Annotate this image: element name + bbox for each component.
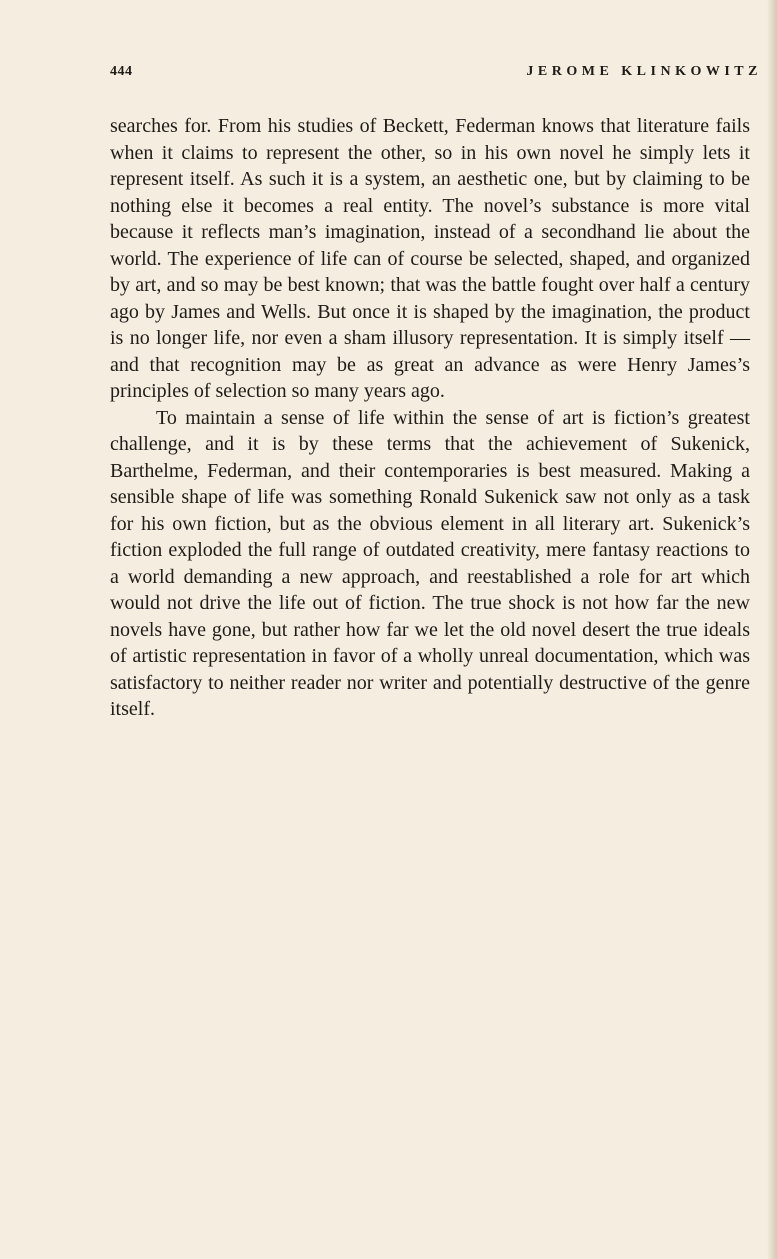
paragraph: To maintain a sense of life within the sense of art is fiction’s greatest challenge, and it is by these terms that the achievement of Sukenick, Barthelme, Federman, and their contemporaries is best measured. Making a sensible shape of life was something Ronald Sukenick saw not only as a task for his own fiction, but as the obvious element in all literary art. Sukenick’s fiction exploded the full range of outdated creativity, mere fantasy reactions to a world demanding a new approach, and reestablished a role for art which would not drive the life out of fiction. The true shock is not how far the new novels have gone, but rather how far we let the old novel desert the true ideals of artistic representation in favor of a wholly unreal documentation, which was satisfactory to neither reader nor writer and potentially destructive of the genre itself.: [110, 406, 750, 720]
paragraph-continuation: searches for. From his studies of Beckett, Federman knows that literature fails when it claims to represent the other, so in his own novel he simply lets it represent itself. As such it is a system, an aesthetic one, but by claiming to be nothing else it becomes a real entity. The novel’s substance is more vital because it reflects man’s imagination, instead of a secondhand lie about the world. The experience of life can of course be selected, shaped, and organized by art, and so may be best known; that was the battle fought over half a century ago by James and Wells. But once it is shaped by the imagination, the product is no longer life, nor even a sham illusory representation. It is simply itself — and that recognition may be as great an advance as were Henry James’s principles of selection so many years ago.: [110, 115, 750, 402]
page-edge-shadow: [767, 0, 777, 1259]
running-head: JEROME KLINKOWITZ: [526, 64, 762, 79]
body-text: [110, 113, 750, 723]
page-header: [110, 64, 762, 86]
page-number: 444: [110, 64, 133, 79]
